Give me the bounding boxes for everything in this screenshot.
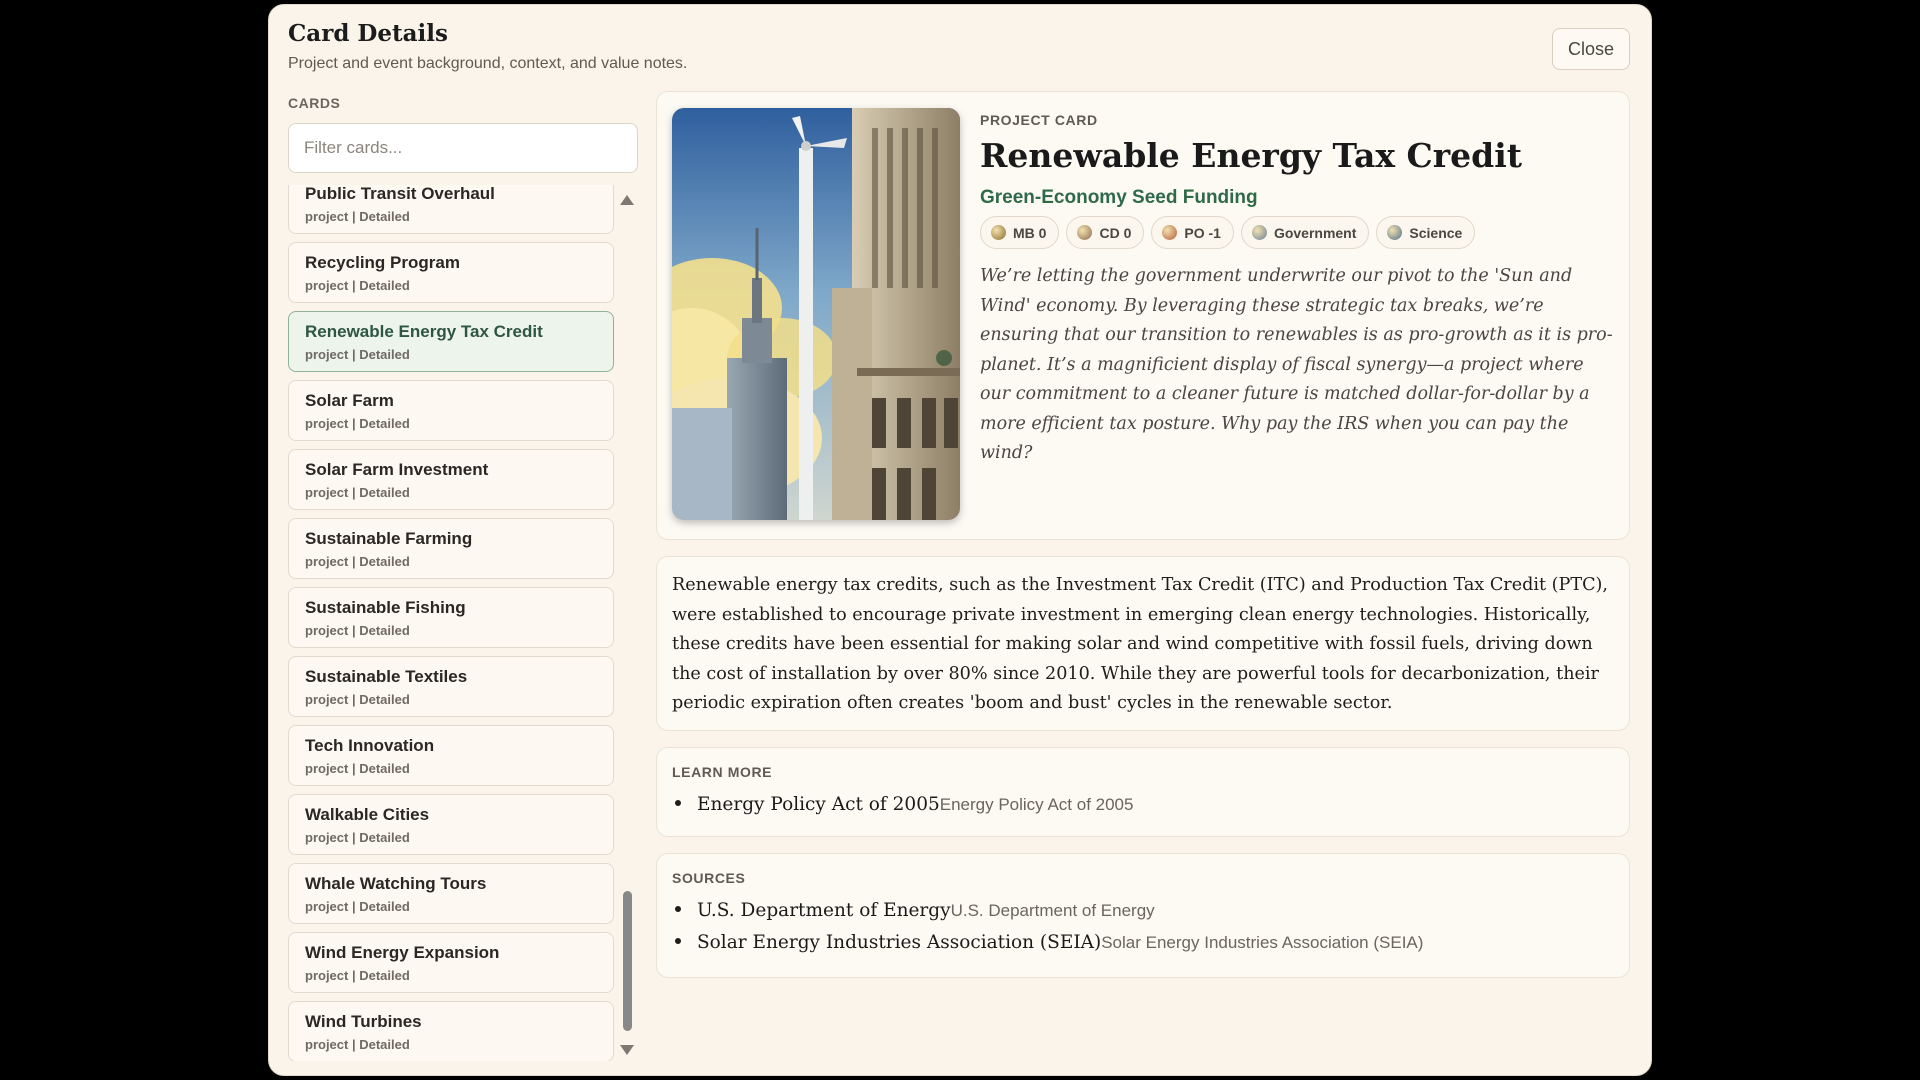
learn-more-list (672, 794, 1133, 826)
bullet-icon (675, 800, 681, 806)
card-flavor-text: We’re letting the government underwrite our pivot to the 'Sun and Wind' economy. By leveraging these strategic tax breaks, we’re ensuring that our transition to renewables is as pro-growth as it is pro-planet. It’s a magnificient display of fiscal synergy—a project where our commitment to a cleaner future is matched dollar-for-dollar by a more efficient tax posture. Why pay the IRS when you can pay the wind? (980, 266, 1613, 463)
sources-panel (656, 853, 1630, 978)
sources-label: SOURCES (672, 870, 746, 886)
card-list-item-name: Solar Farm (305, 391, 394, 410)
card-list-item[interactable] (288, 449, 614, 510)
link-subtitle[interactable]: Energy Policy Act of 2005 (939, 795, 1134, 814)
card-list-item-meta: project | Detailed (305, 623, 410, 638)
learn-more-panel (656, 747, 1630, 837)
card-subtitle: Green-Economy Seed Funding (980, 187, 1258, 208)
card-list-item-name: Recycling Program (305, 253, 460, 272)
bullet-icon (675, 938, 681, 944)
stat-chip (1066, 216, 1144, 249)
filter-cards-input[interactable] (288, 123, 638, 173)
card-details-modal (268, 4, 1652, 1076)
close-button[interactable]: Close (1552, 28, 1630, 70)
card-description: Renewable energy tax credits, such as the Investment Tax Credit (ITC) and Production Tax Credit (PTC), were established to encourage private investment in emerging clean energy technologies. Historically, these credits have been essential for making solar and wind competitive with fossil fuels, driving down the cost of installation by over 80% since 2010. While they are powerful tools for decarbonization, their periodic expiration often creates 'boom and bust' cycles in the renewable sector. (672, 575, 1609, 713)
stat-chip (1151, 216, 1234, 249)
link-subtitle[interactable]: Solar Energy Industries Association (SEIA) (1101, 933, 1424, 952)
globe-icon (1252, 225, 1267, 240)
card-list-item-name: Sustainable Fishing (305, 598, 466, 617)
card-list-item-name: Sustainable Farming (305, 529, 473, 548)
card-list-item[interactable] (288, 242, 614, 303)
card-list-item-meta: project | Detailed (305, 485, 410, 500)
card-list-item-name: Walkable Cities (305, 805, 430, 824)
card-list-item[interactable] (288, 794, 614, 855)
modal-title: Card Details (288, 20, 448, 47)
card-list-item[interactable] (288, 518, 614, 579)
rock-icon (1077, 225, 1092, 240)
link-list-item (672, 932, 1423, 964)
stat-chip (980, 216, 1059, 249)
stat-chip (1241, 216, 1369, 249)
scroll-down-arrow-icon[interactable] (620, 1045, 634, 1055)
card-type-label: PROJECT CARD (980, 112, 1098, 128)
card-list-item[interactable] (288, 587, 614, 648)
card-list-item-meta: project | Detailed (305, 968, 410, 983)
card-list-item[interactable] (288, 932, 614, 993)
card-list-item-name: Solar Farm Investment (305, 460, 489, 479)
stat-chip-label: MB 0 (1013, 224, 1047, 241)
flame-icon (1162, 225, 1177, 240)
link-list-item (672, 794, 1133, 826)
modal-subtitle: Project and event background, context, and value notes. (288, 55, 688, 72)
link-list-item (672, 900, 1423, 932)
card-list-item-meta: project | Detailed (305, 416, 410, 431)
card-list-item[interactable] (288, 656, 614, 717)
card-list-item-name: Sustainable Textiles (305, 667, 468, 686)
card-list-item[interactable] (288, 185, 614, 234)
card-description-panel (656, 556, 1630, 731)
card-hero-panel (656, 91, 1630, 540)
card-artwork-image (672, 108, 960, 520)
link-title[interactable]: Solar Energy Industries Association (SEIA) (697, 932, 1102, 953)
card-list-item-meta: project | Detailed (305, 830, 410, 845)
link-title[interactable]: Energy Policy Act of 2005 (697, 794, 940, 815)
link-title[interactable]: U.S. Department of Energy (697, 900, 951, 921)
stat-chip-label: Science (1409, 224, 1463, 241)
coin-icon (991, 225, 1006, 240)
card-list-item-meta: project | Detailed (305, 554, 410, 569)
card-list-item[interactable] (288, 380, 614, 441)
card-stats-chips (980, 216, 1475, 249)
card-list-item[interactable] (288, 725, 614, 786)
card-list-item-meta: project | Detailed (305, 1037, 410, 1052)
link-subtitle[interactable]: U.S. Department of Energy (950, 901, 1155, 920)
card-list-item-name: Tech Innovation (305, 736, 435, 755)
sources-list (672, 900, 1423, 964)
card-list-item-meta: project | Detailed (305, 899, 410, 914)
card-list-item-meta: project | Detailed (305, 692, 410, 707)
card-title: Renewable Energy Tax Credit (980, 136, 1523, 175)
stat-chip-label: PO -1 (1184, 224, 1221, 241)
card-list-item-meta: project | Detailed (305, 761, 410, 776)
card-list-item-meta: project | Detailed (305, 278, 410, 293)
card-list-item-name: Public Transit Overhaul (305, 185, 495, 203)
planet-icon (1387, 225, 1402, 240)
card-list-item-meta: project | Detailed (305, 347, 410, 362)
card-list[interactable] (288, 185, 618, 1061)
bullet-icon (675, 906, 681, 912)
scroll-up-arrow-icon[interactable] (620, 195, 634, 205)
card-list-item[interactable] (288, 1001, 614, 1061)
card-list-item-meta: project | Detailed (305, 209, 410, 224)
learn-more-label: LEARN MORE (672, 764, 773, 780)
card-list-item-name: Whale Watching Tours (305, 874, 487, 893)
card-list-item[interactable] (288, 863, 614, 924)
stat-chip-label: CD 0 (1099, 224, 1132, 241)
card-list-item[interactable] (288, 311, 614, 372)
stat-chip (1376, 216, 1475, 249)
card-list-item-name: Wind Turbines (305, 1012, 422, 1031)
scrollbar-thumb[interactable] (623, 891, 632, 1031)
cards-section-label: CARDS (288, 95, 341, 111)
card-list-item-name: Wind Energy Expansion (305, 943, 500, 962)
card-list-item-name: Renewable Energy Tax Credit (305, 322, 543, 341)
stat-chip-label: Government (1273, 224, 1357, 241)
